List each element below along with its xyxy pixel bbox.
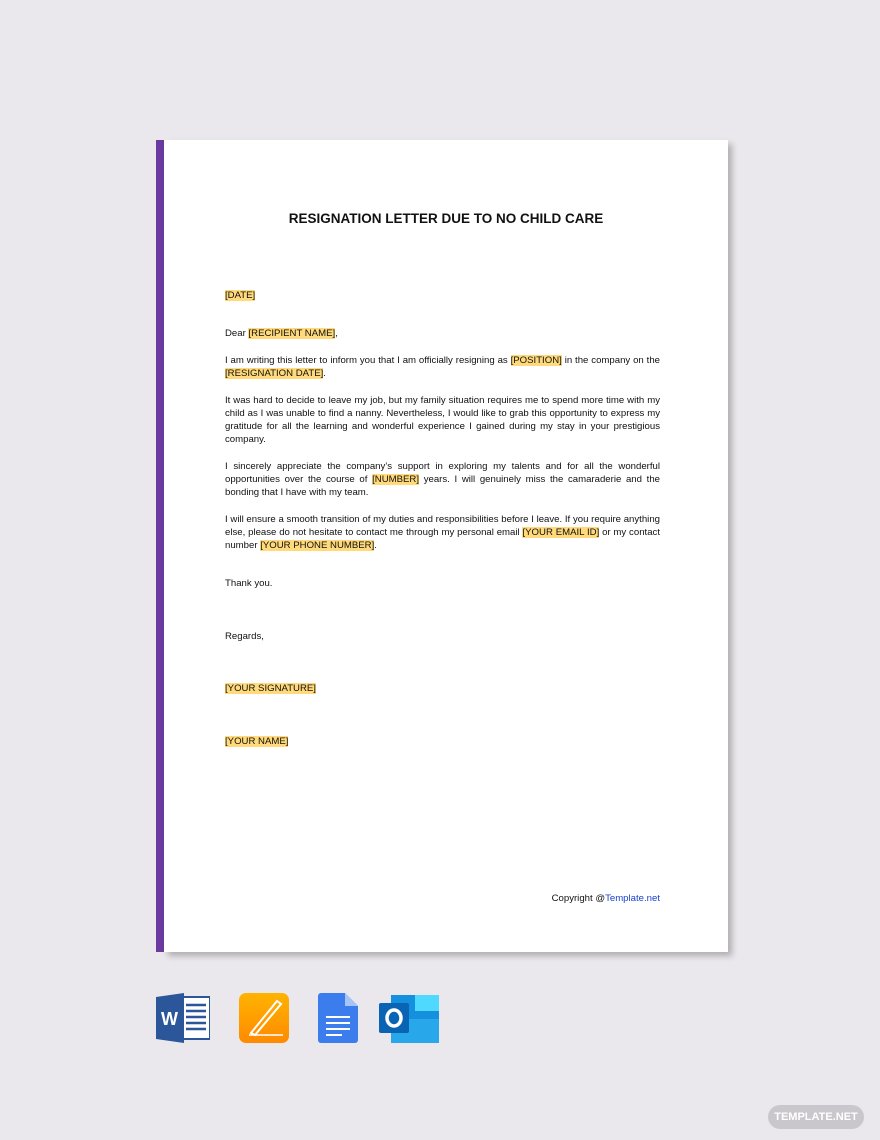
regards: Regards, [225, 631, 264, 642]
pages-icon[interactable] [239, 993, 289, 1043]
thanks: Thank you. [225, 578, 273, 589]
paragraph-2: It was hard to decide to leave my job, but my family situation requires me to spend more time with my child as I was unable to find a nanny. Nevertheless, I would like to grab this opportunity to express my gratitude for all the learning and wonderful experience I gained during my stay in your prestigious company. [225, 395, 660, 445]
letter-page [164, 140, 728, 952]
phone-field: [YOUR PHONE NUMBER] [260, 540, 375, 551]
svg-text:W: W [161, 1009, 178, 1029]
text: I sincerely appreciate the company’s support in exploring my talents and for all the wonderful opportunities over the course of [225, 461, 660, 485]
word-icon[interactable] [156, 993, 210, 1043]
page-title: RESIGNATION LETTER DUE TO NO CHILD CARE [288, 211, 604, 226]
salutation [225, 327, 660, 340]
recipient-field: [RECIPIENT NAME] [248, 328, 336, 339]
signature-field: [YOUR SIGNATURE] [225, 683, 316, 694]
text: in the company on the [561, 355, 660, 366]
google-docs-icon[interactable] [318, 993, 358, 1043]
salutation-prefix: Dear [225, 328, 249, 339]
text: I will ensure a smooth transition of my duties and responsibilities before I leave. If you require anything else, please do not hesitate to contact me through my personal email [225, 514, 660, 538]
date-field: [DATE] [225, 290, 256, 301]
copyright [552, 893, 660, 904]
resignation-date-field: [RESIGNATION DATE] [225, 368, 324, 379]
template-link[interactable]: Template.net [605, 893, 660, 904]
paragraph-3 [225, 460, 660, 499]
template-net-badge[interactable]: TEMPLATE.NET [768, 1105, 864, 1129]
text: . [323, 368, 326, 379]
name-placeholder [225, 735, 660, 748]
number-field: [NUMBER] [372, 474, 420, 485]
text: or my contact number [225, 527, 660, 551]
position-field: [POSITION] [510, 355, 562, 366]
accent-bar [156, 140, 164, 952]
paragraph-4 [225, 513, 660, 552]
salutation-suffix: , [335, 328, 338, 339]
date-placeholder [225, 289, 660, 302]
name-field: [YOUR NAME] [225, 736, 289, 747]
text: I am writing this letter to inform you that I am officially resigning as [225, 355, 511, 366]
email-field: [YOUR EMAIL ID] [522, 527, 600, 538]
copyright-text: Copyright @ [551, 893, 606, 904]
paragraph-1 [225, 354, 660, 380]
text: . [374, 540, 377, 551]
outlook-icon[interactable] [379, 993, 439, 1043]
text: years. I will genuinely miss the camaraderie and the bonding that I have with my team. [225, 474, 660, 498]
signature-placeholder [225, 682, 660, 695]
